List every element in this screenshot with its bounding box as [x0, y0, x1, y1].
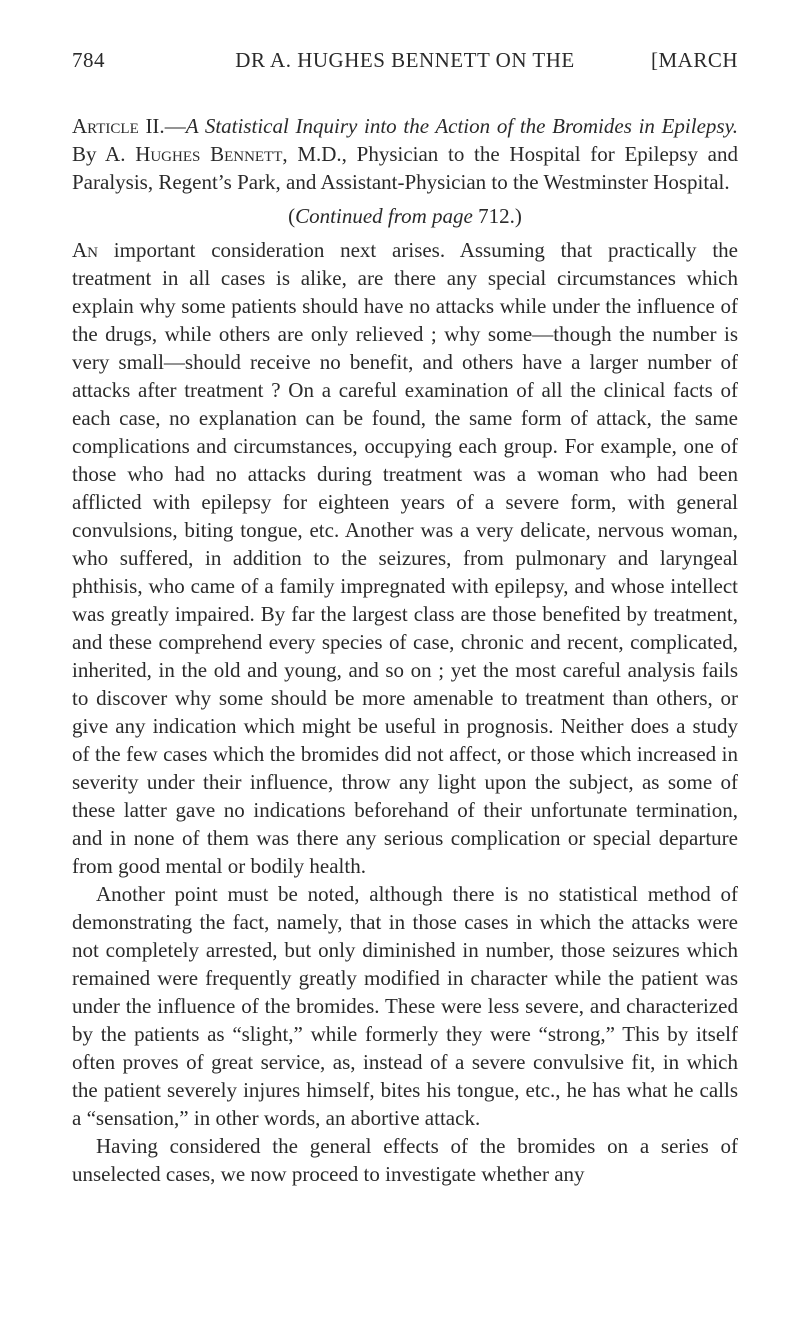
article-body — [72, 112, 738, 1188]
article-heading — [72, 112, 738, 196]
article-dash: — — [164, 114, 186, 138]
byline-suffix: , M.D., Physician to the Hospital for Epilepsy and Paralysis, Regent’s Park, and Assistant-Physician to the Westminster Hospital. — [72, 142, 738, 194]
continued-open: ( — [288, 204, 296, 228]
paragraph-lead: An — [72, 238, 98, 262]
author-name: Hughes Bennett — [135, 142, 283, 166]
paragraph-3 — [72, 1132, 738, 1188]
running-title: DR A. HUGHES BENNETT ON THE — [235, 48, 575, 72]
paragraph-text: Having considered the general effects of the bromides on a series of unselected cases, we now proceed to investigate whether any — [72, 1134, 738, 1186]
article-label: Article II. — [72, 114, 165, 138]
paragraph-1 — [72, 236, 738, 880]
continued-page: 712.) — [472, 204, 522, 228]
continued-label: Continued from page — [295, 204, 473, 228]
paragraph-text: important consideration next arises. Assuming that practically the treatment in all cases is alike, are there any special circumstances which explain why some patients should have no attacks while under the influence of the drugs, while others are only relieved ; why some—though the number is very small—should receive no benefit, and others have a larger number of attacks after treatment ? On a careful examination of all the clinical facts of each case, no explanation can be found, the same form of attack, the same complications and circumstances, occupying each group. For example, one of those who had no attacks during treatment was a woman who had been afflicted with epilepsy for eighteen years of a severe form, with general convulsions, biting tongue, etc. Another was a very delicate, nervous woman, who suffered, in addition to the seizures, from pulmonary and laryngeal phthisis, who came of a family impregnated with epilepsy, and whose intellect was greatly impaired. By far the largest class are those benefited by treatment, and these comprehend every species of case, chronic and recent, complicated, inherited, in the old and young, and so on ; yet the most careful analysis fails to discover why some should be more amenable to treatment than others, or give any indication which might be useful in prognosis. Neither does a study of the few cases which the bromides did not affect, or those which increased in severity under their influence, throw any light upon the subject, as some of these latter gave no indications beforehand of their unfortunate termination, and in none of them was there any serious complication or special departure from good mental or bodily health. — [72, 238, 738, 878]
page-number: 784 — [72, 48, 105, 72]
byline-prefix: By A. — [72, 142, 136, 166]
running-header — [72, 48, 738, 80]
article-title: A Statistical Inquiry into the Action of the Bromides in Epilepsy. — [185, 114, 738, 138]
continued-note — [72, 202, 738, 230]
section-label: [MARCH — [650, 48, 738, 72]
paragraph-2 — [72, 880, 738, 1132]
paragraph-text: Another point must be noted, although there is no statistical method of demonstrating the fact, namely, that in those cases in which the attacks were not completely arrested, but only diminished in number, those seizures which remained were frequently greatly modified in character while the patient was under the influence of the bromides. These were less severe, and characterized by the patients as “slight,” while formerly they were “strong,” This by itself often proves of great service, as, instead of a severe convulsive fit, in which the patient severely injures himself, bites his tongue, etc., he has what he calls a “sensation,” in other words, an abortive attack. — [72, 882, 738, 1130]
